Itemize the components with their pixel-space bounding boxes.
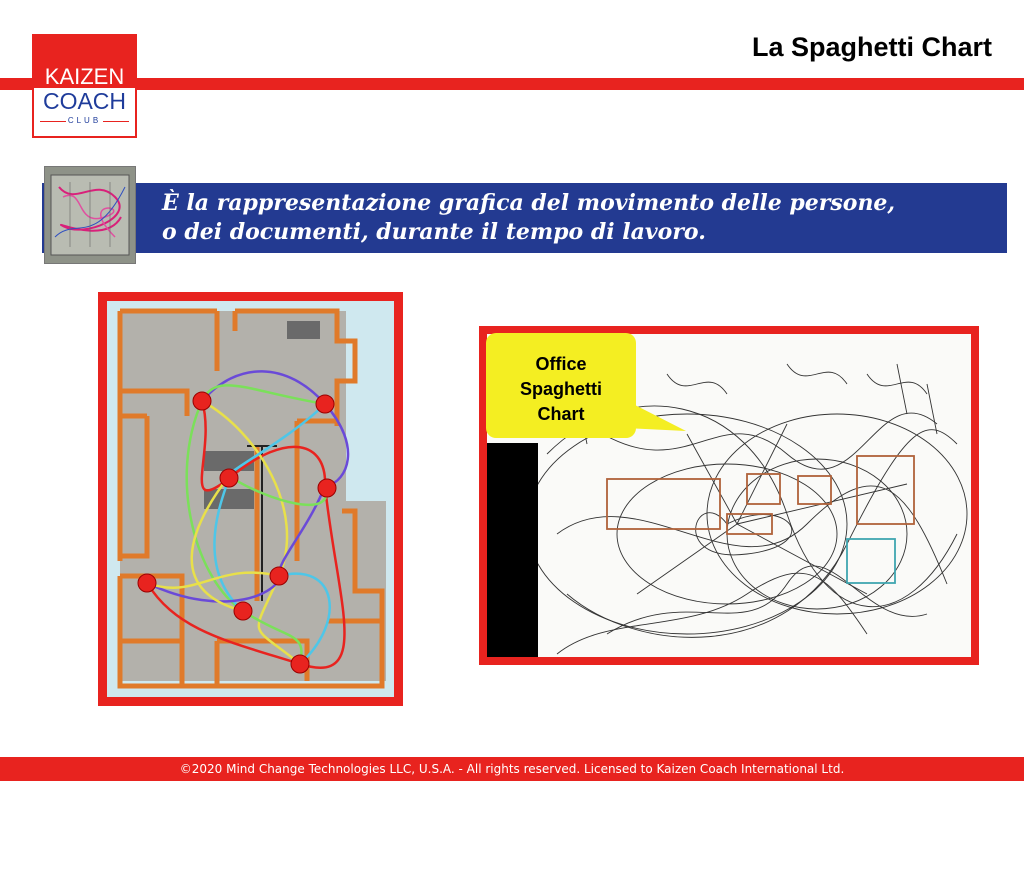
logo-rule-right bbox=[103, 121, 129, 122]
spaghetti-thumbnail-image bbox=[44, 166, 136, 264]
floorplan-illustration bbox=[107, 301, 394, 697]
page-title: La Spaghetti Chart bbox=[751, 32, 992, 62]
callout-line-2: Spaghetti bbox=[519, 379, 602, 399]
office-callout-text bbox=[486, 352, 636, 427]
logo-word-coach: COACH bbox=[42, 88, 127, 114]
callout-line-1: Office bbox=[535, 354, 587, 374]
callout-line-3: Chart bbox=[537, 404, 585, 424]
sketch-black-margin bbox=[487, 443, 538, 657]
header-red-bar bbox=[0, 78, 1024, 90]
footer-copyright: ©2020 Mind Change Technologies LLC, U.S.A. - All rights reserved. Licensed to Kaizen Coach International Ltd. bbox=[179, 762, 845, 776]
floorplan-drawing bbox=[107, 301, 394, 697]
logo-word-club: CLUB bbox=[67, 116, 102, 125]
thumbnail-drawing bbox=[45, 167, 135, 263]
kaizen-coach-club-logo bbox=[32, 34, 137, 138]
logo-word-kaizen: KAIZEN bbox=[44, 64, 125, 89]
banner-line-1: È la rappresentazione grafica del movimento delle persone, bbox=[162, 190, 896, 216]
banner-line-2: o dei documenti, durante il tempo di lavoro. bbox=[162, 219, 706, 245]
banner-text bbox=[162, 189, 895, 247]
